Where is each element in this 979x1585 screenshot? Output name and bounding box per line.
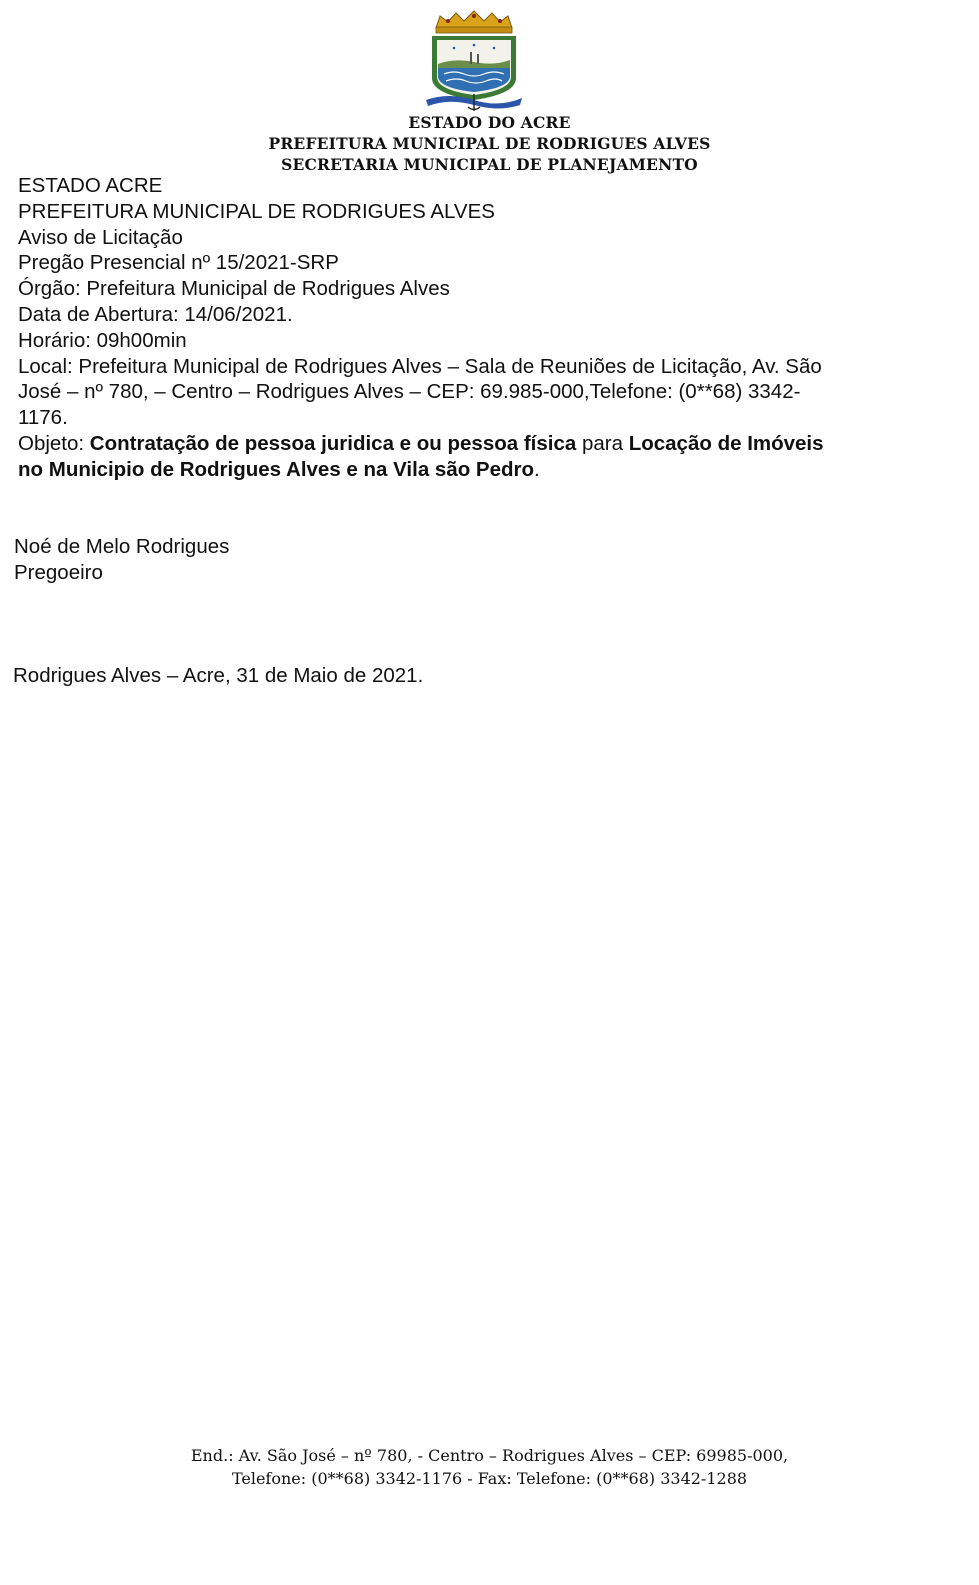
footer-address-line: End.: Av. São José – nº 780, - Centro – Rodrigues Alves – CEP: 69985-000, [190,1446,789,1465]
notice-local-line1: Local: Prefeitura Municipal de Rodrigues Alves – Sala de Reuniões de Licitação, Av. São [18,354,822,378]
notice-horario: Horário: 09h00min [18,328,187,352]
letterhead-secretariat: SECRETARIA MUNICIPAL DE PLANEJAMENTO [281,155,698,174]
notice-body [18,173,928,483]
notice-local-line3: 1176. [18,406,68,430]
place-and-date: Rodrigues Alves – Acre, 31 de Maio de 2021. [13,664,424,687]
notice-orgao: Órgão: Prefeitura Municipal de Rodrigues Alves [18,277,450,301]
footer-phone-line: Telefone: (0**68) 3342-1176 - Fax: Telefone: (0**68) 3342-1288 [231,1469,748,1488]
letterhead-municipality: PREFEITURA MUNICIPAL DE RODRIGUES ALVES [268,134,711,153]
objeto-contratacao: Contratação de pessoa juridica e ou pessoa física [89,431,577,455]
notice-state: ESTADO ACRE [18,174,163,197]
letterhead-state: ESTADO DO ACRE [408,113,571,132]
letterhead [0,112,979,175]
signatory-name: Noé de Melo Rodrigues [14,535,230,558]
footer-address [0,1444,979,1490]
notice-municipality: PREFEITURA MUNICIPAL DE RODRIGUES ALVES [18,199,495,223]
objeto-local: no Municipio de Rodrigues Alves e na Vila são Pedro [18,457,535,481]
notice-local-line2: José – nº 780, – Centro – Rodrigues Alves – CEP: 69.985-000,Telefone: (0**68) 3342- [18,380,801,404]
objeto-locacao: Locação de Imóveis [628,431,824,455]
notice-objeto-line1 [18,431,928,457]
notice-abertura: Data de Abertura: 14/06/2021. [18,302,293,326]
municipal-coat-of-arms-icon [424,8,524,112]
objeto-period: . [534,457,540,481]
notice-type: Aviso de Licitação [18,225,183,249]
objeto-para: para [576,431,629,455]
notice-pregao: Pregão Presencial nº 15/2021-SRP [18,251,339,275]
notice-objeto-line2 [18,457,928,483]
signatory-role: Pregoeiro [14,561,103,584]
signature-block [14,534,229,586]
objeto-label: Objeto: [18,431,90,455]
